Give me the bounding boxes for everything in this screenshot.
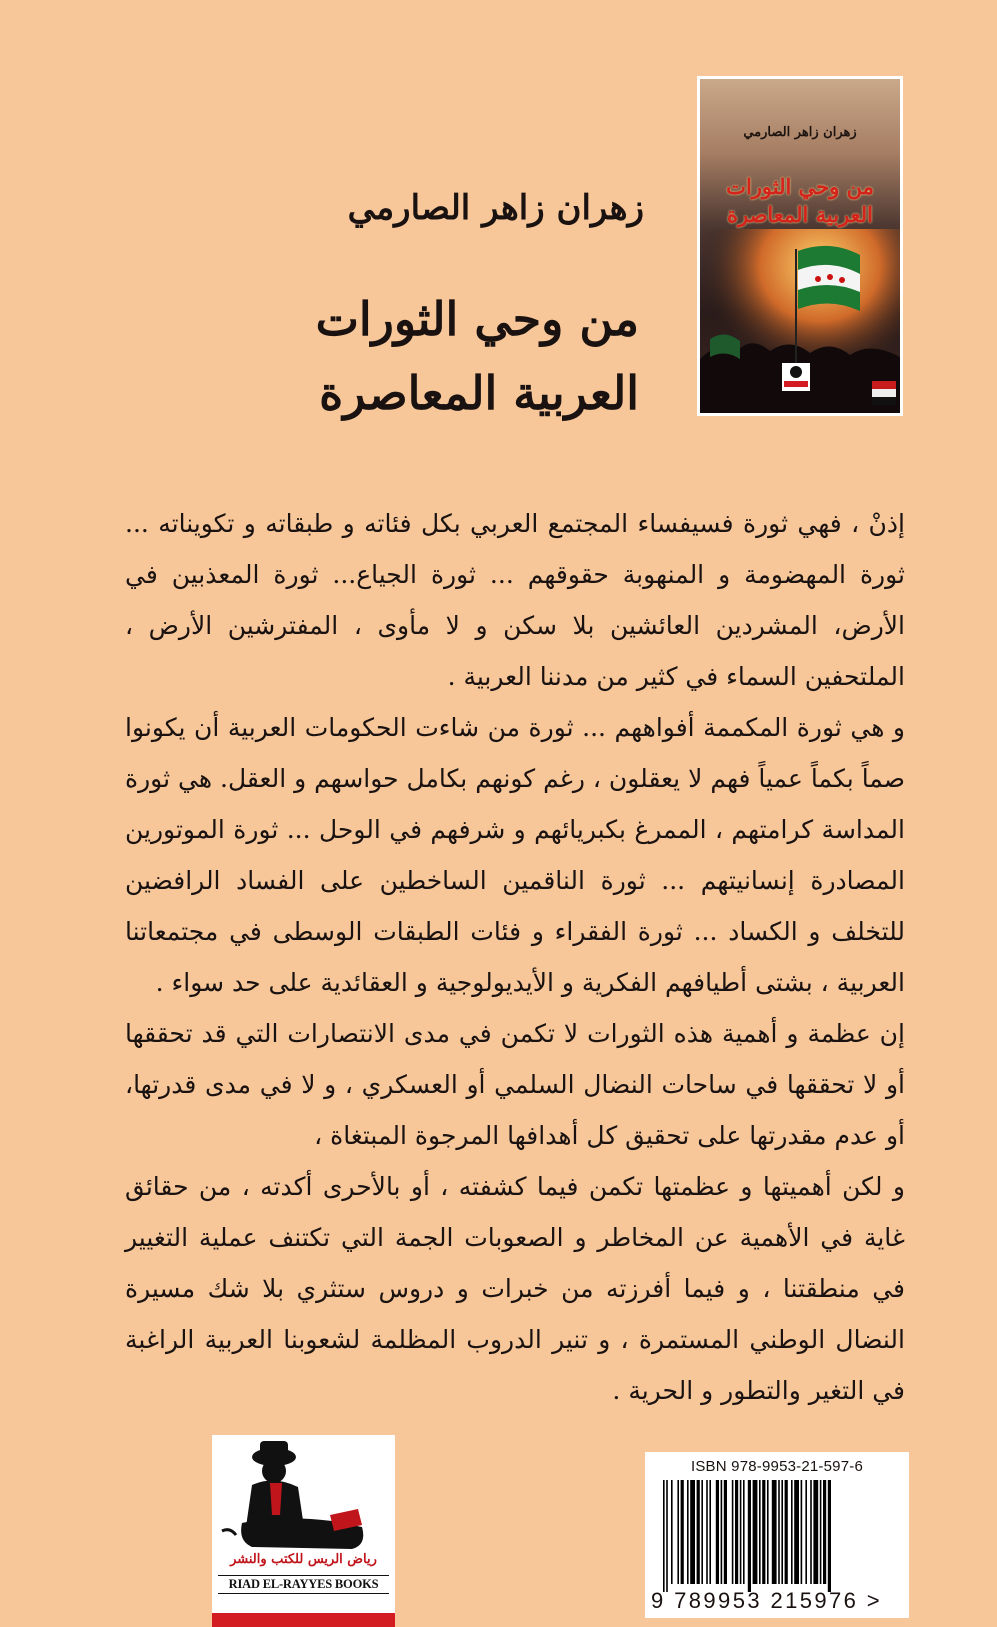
barcode-bars	[661, 1480, 893, 1592]
cover-thumbnail-image	[700, 79, 900, 413]
book-title-line-1: من وحي الثورات	[315, 292, 639, 346]
book-title	[219, 282, 639, 430]
isbn-barcode	[645, 1452, 909, 1618]
cover-thumbnail	[697, 76, 903, 416]
publisher-logo	[212, 1435, 395, 1627]
blurb-text	[125, 498, 905, 1416]
book-title-line-2: العربية المعاصرة	[319, 366, 639, 420]
blurb-paragraph: و هي ثورة المكممة أفواههم ... ثورة من شاءت الحكومات العربية أن يكونوا صماً بكماً عمياً فهم لا يعقلون ، رغم كونهم بكامل حواسهم و العقل. هي ثورة المداسة كرامتهم ، الممرغ بكبريائهم و شرفهم في الوحل ... ثورة الموتورين المصادرة إنسانيتهم ... ثورة الناقمين الساخطين على الفساد الرافضين للتخلف و الكساد ... ثورة الفقراء و فئات الطبقات الوسطى في مجتمعاتنا العربية ، بشتى أطيافهم الفكرية و الأيديولوجية و العقائدية على حد سواء .	[125, 713, 905, 997]
blurb-paragraph: و لكن أهميتها و عظمتها تكمن فيما كشفته ، أو بالأحرى أكدته ، من حقائق غاية في الأهمية عن المخاطر و الصعوبات الجمة التي تكتنف عملية التغيير في منطقتنا ، و فيما أفرزته من خبرات و دروس ستثري بلا شك مسيرة النضال الوطني المستمرة ، و تنير الدروب المظلمة لشعوبنا العربية الراغبة في التغير والتطور و الحرية .	[125, 1172, 905, 1405]
blurb-paragraph: إن عظمة و أهمية هذه الثورات لا تكمن في مدى الانتصارات التي قد تحققها أو لا تحققها في ساحات النضال السلمي أو العسكري ، و لا في مدى قدرتها، أو عدم مقدرتها على تحقيق كل أهدافها المرجوة المبتغاة ،	[125, 1019, 905, 1150]
thumbnail-author: زهران زاهر الصارمي	[743, 125, 857, 140]
thumbnail-title: من وحي الثورات العربية المعاصرة	[726, 174, 874, 228]
thumbnail-protest-photo	[700, 229, 900, 413]
book-author: زهران زاهر الصارمي	[347, 188, 644, 228]
publisher-emblem-icon	[212, 1435, 395, 1627]
barcode-digits: 9 789953 215976 >	[651, 1588, 883, 1613]
publisher-name-arabic: رياض الريس للكتب والنشر	[230, 1552, 377, 1567]
publisher-red-bar	[212, 1613, 395, 1627]
isbn-label: ISBN 978-9953-21-597-6	[690, 1458, 863, 1475]
publisher-name-english: RIAD EL-RAYYES BOOKS	[218, 1575, 389, 1594]
blurb-paragraph: إذنْ ، فهي ثورة فسيفساء المجتمع العربي بكل فئاته و طبقاته و تكويناته ... ثورة المهضومة و المنهوبة حقوقهم ... ثورة الجياع... ثورة المعذبين في الأرض، المشردين العائشين بلا سكن و لا مأوى ، المفترشين الأرض ، الملتحفين السماء في كثير من مدننا العربية .	[125, 509, 905, 691]
